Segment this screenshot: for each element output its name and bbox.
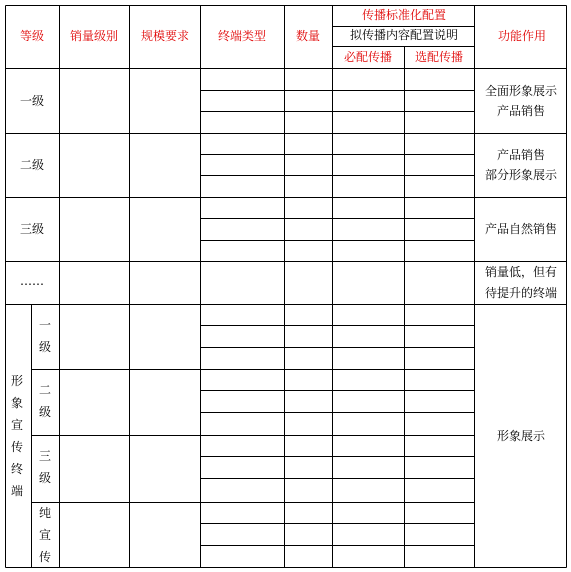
header-standard-config: 传播标准化配置 <box>361 8 447 22</box>
function-more-line2: 待提升的终端 <box>484 286 558 300</box>
header-config-desc: 拟传播内容配置说明 <box>349 28 459 42</box>
grade-level-3: 三级 <box>19 222 45 236</box>
function-l2-line2: 部分形象展示 <box>484 168 558 182</box>
grade-level-2: 二级 <box>19 158 45 172</box>
image-sub-level-pure: 纯宣传 <box>38 506 51 564</box>
grade-more: …… <box>20 274 44 288</box>
header-scale: 规模要求 <box>140 29 190 43</box>
image-sub-level-2: 二级 <box>38 383 51 419</box>
image-group-function: 形象展示 <box>496 429 546 443</box>
header-mandatory: 必配传播 <box>343 50 393 64</box>
header-optional: 选配传播 <box>414 50 464 64</box>
function-l3-line1: 产品自然销售 <box>484 222 558 236</box>
image-sub-level-1: 一级 <box>38 318 51 354</box>
function-l2-line1: 产品销售 <box>496 148 546 162</box>
image-sub-level-3: 三级 <box>38 449 51 485</box>
header-grade: 等级 <box>19 29 45 43</box>
image-group-label: 形象宣传终端 <box>10 374 23 498</box>
header-quantity: 数量 <box>295 29 321 43</box>
function-more-line1: 销量低，但有 <box>484 265 558 279</box>
header-sales-level: 销量级别 <box>69 29 119 43</box>
function-l1-line1: 全面形象展示 <box>484 84 558 98</box>
grade-level-1: 一级 <box>19 94 45 108</box>
header-function: 功能作用 <box>497 29 547 43</box>
header-terminal-type: 终端类型 <box>217 29 267 43</box>
function-l1-line2: 产品销售 <box>496 104 546 118</box>
